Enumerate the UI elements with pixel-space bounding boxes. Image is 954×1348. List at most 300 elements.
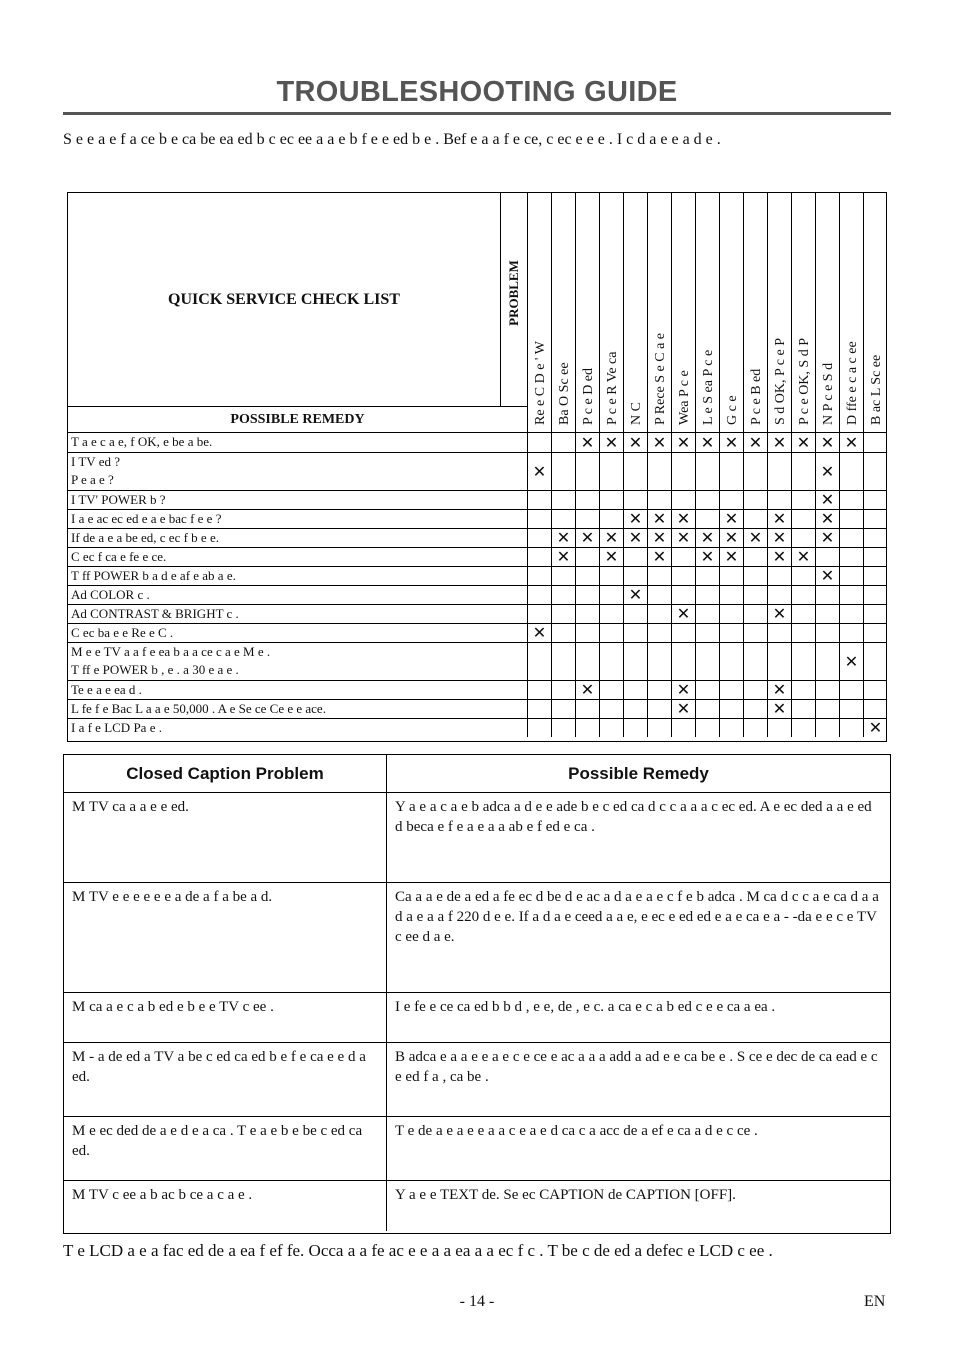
empty-cell <box>527 586 551 604</box>
check-mark: ✕ <box>767 681 791 699</box>
check-mark: ✕ <box>767 605 791 623</box>
problem-column-label: D ffe e c a c ee <box>845 341 860 425</box>
empty-cell <box>839 548 863 566</box>
remedy-row <box>68 643 886 681</box>
empty-cell <box>623 453 647 490</box>
check-mark: ✕ <box>623 510 647 528</box>
check-mark: ✕ <box>647 548 671 566</box>
problem-column-9 <box>743 193 767 433</box>
check-mark: ✕ <box>551 529 575 547</box>
check-mark: ✕ <box>647 510 671 528</box>
empty-cell <box>695 567 719 585</box>
problem-column-label: P Rece S e C a e <box>653 332 668 425</box>
remedy-text-line: M e e TV a a f e ea b a a ce c a e M e . <box>71 644 271 659</box>
check-mark: ✕ <box>839 433 863 452</box>
empty-cell <box>791 700 815 718</box>
check-mark: ✕ <box>695 433 719 452</box>
empty-cell <box>575 567 599 585</box>
quick-service-check-list <box>67 192 887 742</box>
remedy-text <box>71 586 523 604</box>
empty-cell <box>815 586 839 604</box>
empty-cell <box>599 624 623 642</box>
empty-cell <box>575 510 599 528</box>
empty-cell <box>695 453 719 490</box>
empty-cell <box>815 643 839 680</box>
problem-column-label: P c e B ed <box>749 368 764 425</box>
problem-column-8 <box>719 193 743 433</box>
empty-cell <box>839 605 863 623</box>
check-mark: ✕ <box>575 681 599 699</box>
empty-cell <box>647 624 671 642</box>
remedy-row <box>68 433 886 453</box>
empty-cell <box>839 567 863 585</box>
intro-paragraph: S e e a e f a ce b e ca be ea ed b c ec ee a a e b f e e ed b e . Bef e a a f e ce, c ec e e e . I c d a e e a d e . <box>63 131 721 148</box>
empty-cell <box>791 491 815 509</box>
empty-cell <box>575 605 599 623</box>
empty-cell <box>791 719 815 737</box>
remedy-text-line: I TV' POWER b ? <box>71 492 166 507</box>
caption-remedy: T e de a e a e e a a c e a e d ca c a acc de a ef e ca a d e c ce . <box>395 1123 758 1139</box>
empty-cell <box>647 586 671 604</box>
check-mark: ✕ <box>815 453 839 490</box>
empty-cell <box>863 700 887 718</box>
empty-cell <box>815 548 839 566</box>
empty-cell <box>647 453 671 490</box>
remedy-text-line: I a e ac ec ed e a e bac f e e ? <box>71 511 222 526</box>
empty-cell <box>599 700 623 718</box>
problem-column-7 <box>695 193 719 433</box>
check-mark: ✕ <box>671 433 695 452</box>
remedy-text-line: T ff POWER b a d e af e ab a e. <box>71 568 236 583</box>
lcd-note: T e LCD a e a fac ed de a ea f ef fe. Occa a a fe ac e e a a ea a a ec f c . T be c de ed a defec e LCD c ee . <box>63 1241 773 1260</box>
empty-cell <box>767 453 791 490</box>
check-mark: ✕ <box>767 700 791 718</box>
empty-cell <box>863 586 887 604</box>
empty-cell <box>575 586 599 604</box>
empty-cell <box>599 567 623 585</box>
empty-cell <box>839 453 863 490</box>
empty-cell <box>671 491 695 509</box>
problem-column-label: B ac L Sc ee <box>869 354 884 425</box>
empty-cell <box>599 453 623 490</box>
check-mark: ✕ <box>839 643 863 680</box>
closed-caption-row <box>64 1043 890 1117</box>
check-mark: ✕ <box>815 529 839 547</box>
problem-column-label: P c e OK, S d P <box>797 338 812 425</box>
remedy-row <box>68 491 886 510</box>
empty-cell <box>623 548 647 566</box>
remedy-text-line: Te e a e ea d . <box>71 682 142 697</box>
remedy-text <box>71 529 523 547</box>
check-mark: ✕ <box>791 548 815 566</box>
remedy-text <box>71 681 523 699</box>
problem-column-label: L e S ea P c e <box>701 349 716 425</box>
empty-cell <box>695 681 719 699</box>
empty-cell <box>647 700 671 718</box>
problem-column-3 <box>599 193 623 433</box>
check-mark: ✕ <box>767 548 791 566</box>
empty-cell <box>527 719 551 737</box>
closed-caption-row <box>64 793 890 883</box>
empty-cell <box>863 681 887 699</box>
check-mark: ✕ <box>599 548 623 566</box>
empty-cell <box>743 605 767 623</box>
empty-cell <box>839 529 863 547</box>
empty-cell <box>551 719 575 737</box>
empty-cell <box>791 510 815 528</box>
empty-cell <box>527 491 551 509</box>
empty-cell <box>551 700 575 718</box>
empty-cell <box>791 681 815 699</box>
check-mark: ✕ <box>719 510 743 528</box>
empty-cell <box>791 453 815 490</box>
remedy-row <box>68 529 886 548</box>
empty-cell <box>719 700 743 718</box>
empty-cell <box>719 491 743 509</box>
empty-cell <box>719 453 743 490</box>
empty-cell <box>623 491 647 509</box>
problem-column-12 <box>815 193 839 433</box>
empty-cell <box>863 624 887 642</box>
empty-cell <box>719 605 743 623</box>
empty-cell <box>647 605 671 623</box>
empty-cell <box>839 700 863 718</box>
remedy-text-line: I TV ed ? <box>71 454 120 469</box>
empty-cell <box>863 567 887 585</box>
possible-remedy-header: POSSIBLE REMEDY <box>68 407 527 433</box>
problem-column-0 <box>527 193 551 433</box>
problem-column-4 <box>623 193 647 433</box>
empty-cell <box>695 586 719 604</box>
remedy-row <box>68 548 886 567</box>
closed-caption-row <box>64 1117 890 1181</box>
empty-cell <box>863 605 887 623</box>
check-mark: ✕ <box>527 453 551 490</box>
empty-cell <box>767 719 791 737</box>
check-mark: ✕ <box>719 529 743 547</box>
caption-problem: M - a de ed a TV a be c ed ca ed b e f e ca e e d a ed. <box>64 1043 387 1116</box>
empty-cell <box>719 624 743 642</box>
empty-cell <box>863 643 887 680</box>
remedy-text <box>71 491 523 509</box>
empty-cell <box>551 491 575 509</box>
check-mark: ✕ <box>671 681 695 699</box>
check-mark: ✕ <box>815 567 839 585</box>
language-label: EN <box>864 1293 886 1310</box>
caption-remedy: I e fe e ce ca ed b b d , e e, de , e c. a ca e c a b ed c e e ca a ea . <box>395 999 776 1015</box>
problem-column-label: Wea P c e <box>677 370 692 425</box>
remedy-text-line: Ad COLOR c . <box>71 587 150 602</box>
check-mark: ✕ <box>575 529 599 547</box>
empty-cell <box>695 719 719 737</box>
caption-remedy: Ca a a e de a ed a fe ec d be d e ac a d a e a e c f e b adca . M ca d c c a e ca d a a d a e a a f 220 d e e. If a d a e ceed a a e, e ec e ed ed e a e ca e a - -da e e c e TV c ee d a e. <box>395 889 879 945</box>
empty-cell <box>623 624 647 642</box>
remedy-text <box>71 719 523 737</box>
empty-cell <box>839 719 863 737</box>
empty-cell <box>743 719 767 737</box>
remedy-text <box>71 624 523 642</box>
remedy-text-line: T ff e POWER b , e . a 30 e a e . <box>71 662 239 677</box>
remedy-row <box>68 586 886 605</box>
problem-column-10 <box>767 193 791 433</box>
check-mark: ✕ <box>527 624 551 642</box>
empty-cell <box>527 643 551 680</box>
remedy-text <box>71 548 523 566</box>
remedy-text <box>71 510 523 528</box>
empty-cell <box>671 567 695 585</box>
empty-cell <box>671 453 695 490</box>
empty-cell <box>695 700 719 718</box>
check-mark: ✕ <box>815 433 839 452</box>
problem-column-6 <box>671 193 695 433</box>
closed-caption-row <box>64 1181 890 1231</box>
empty-cell <box>599 491 623 509</box>
check-mark: ✕ <box>815 491 839 509</box>
empty-cell <box>551 453 575 490</box>
empty-cell <box>815 624 839 642</box>
check-mark: ✕ <box>863 719 887 737</box>
empty-cell <box>599 586 623 604</box>
check-mark: ✕ <box>695 529 719 547</box>
empty-cell <box>743 700 767 718</box>
empty-cell <box>623 681 647 699</box>
caption-problem: M TV e e e e e e a de a f a be a d. <box>64 883 387 992</box>
check-mark: ✕ <box>623 433 647 452</box>
empty-cell <box>551 643 575 680</box>
remedy-text <box>71 567 523 585</box>
empty-cell <box>743 681 767 699</box>
problem-column-1 <box>551 193 575 433</box>
empty-cell <box>743 586 767 604</box>
empty-cell <box>599 643 623 680</box>
empty-cell <box>719 567 743 585</box>
empty-cell <box>743 624 767 642</box>
empty-cell <box>623 567 647 585</box>
empty-cell <box>575 491 599 509</box>
empty-cell <box>863 491 887 509</box>
empty-cell <box>647 719 671 737</box>
empty-cell <box>863 510 887 528</box>
empty-cell <box>551 510 575 528</box>
page-title: TROUBLESHOOTING GUIDE <box>276 76 678 108</box>
closed-caption-row <box>64 993 890 1043</box>
empty-cell <box>551 681 575 699</box>
caption-remedy: B adca e a a e e a e c e ce e ac a a a add a ad e e ca be e . S ce e dec de ca ead e c e ed f a , ca be . <box>395 1049 878 1085</box>
empty-cell <box>863 433 887 452</box>
check-mark: ✕ <box>551 548 575 566</box>
empty-cell <box>647 643 671 680</box>
empty-cell <box>575 453 599 490</box>
empty-cell <box>791 529 815 547</box>
problem-column-label: Ba O Sc ee <box>557 362 572 425</box>
empty-cell <box>671 643 695 680</box>
remedy-text <box>71 453 523 489</box>
page-number: - 14 - <box>459 1293 495 1310</box>
remedy-text <box>71 433 523 451</box>
empty-cell <box>527 700 551 718</box>
remedy-text <box>71 700 523 718</box>
problem-label: PROBLEM <box>506 260 521 326</box>
problem-column-label: N P c e S d <box>821 362 836 425</box>
remedy-row <box>68 605 886 624</box>
empty-cell <box>743 510 767 528</box>
check-mark: ✕ <box>743 529 767 547</box>
empty-cell <box>791 605 815 623</box>
empty-cell <box>599 605 623 623</box>
empty-cell <box>527 567 551 585</box>
empty-cell <box>767 567 791 585</box>
problem-column-5 <box>647 193 671 433</box>
remedy-text-line: P e a e ? <box>71 472 114 487</box>
empty-cell <box>575 548 599 566</box>
empty-cell <box>527 681 551 699</box>
check-mark: ✕ <box>791 433 815 452</box>
empty-cell <box>791 624 815 642</box>
empty-cell <box>695 643 719 680</box>
empty-cell <box>551 567 575 585</box>
caption-remedy: Y a e e TEXT de. Se ec CAPTION de CAPTION [OFF]. <box>395 1187 736 1203</box>
empty-cell <box>863 453 887 490</box>
problem-column-label: N C <box>629 402 644 425</box>
remedy-row <box>68 510 886 529</box>
empty-cell <box>647 681 671 699</box>
empty-cell <box>575 624 599 642</box>
check-mark: ✕ <box>647 433 671 452</box>
empty-cell <box>767 624 791 642</box>
empty-cell <box>527 510 551 528</box>
empty-cell <box>575 719 599 737</box>
empty-cell <box>623 643 647 680</box>
problem-columns <box>527 193 887 433</box>
check-mark: ✕ <box>743 433 767 452</box>
empty-cell <box>551 624 575 642</box>
check-mark: ✕ <box>623 586 647 604</box>
remedy-row <box>68 567 886 586</box>
empty-cell <box>815 681 839 699</box>
empty-cell <box>599 719 623 737</box>
caption-problem: M ca a e c a b ed e b e e TV c ee . <box>64 993 387 1042</box>
caption-problem: M e ec ded de a e d e a ca . T e a e b e be c ed ca ed. <box>64 1117 387 1180</box>
remedy-text-line: C ec ba e e Re e C . <box>71 625 174 640</box>
empty-cell <box>623 700 647 718</box>
check-mark: ✕ <box>695 548 719 566</box>
remedy-text-line: C ec f ca e fe e ce. <box>71 549 167 564</box>
remedy-row <box>68 453 886 491</box>
empty-cell <box>599 681 623 699</box>
empty-cell <box>527 529 551 547</box>
check-mark: ✕ <box>599 529 623 547</box>
check-mark: ✕ <box>647 529 671 547</box>
remedy-row <box>68 719 886 738</box>
remedy-text-line: L fe f e Bac L a a e 50,000 . A e Se ce Ce e e ace. <box>71 701 326 716</box>
check-mark: ✕ <box>671 510 695 528</box>
empty-cell <box>551 586 575 604</box>
quick-list-header <box>68 193 500 407</box>
remedy-row <box>68 681 886 700</box>
empty-cell <box>695 624 719 642</box>
empty-cell <box>719 681 743 699</box>
check-mark: ✕ <box>767 510 791 528</box>
check-mark: ✕ <box>671 529 695 547</box>
empty-cell <box>647 491 671 509</box>
empty-cell <box>863 529 887 547</box>
empty-cell <box>695 491 719 509</box>
empty-cell <box>551 605 575 623</box>
empty-cell <box>695 605 719 623</box>
empty-cell <box>815 700 839 718</box>
empty-cell <box>767 643 791 680</box>
empty-cell <box>839 491 863 509</box>
empty-cell <box>815 605 839 623</box>
empty-cell <box>863 548 887 566</box>
empty-cell <box>719 586 743 604</box>
empty-cell <box>695 510 719 528</box>
empty-cell <box>527 548 551 566</box>
empty-cell <box>671 586 695 604</box>
empty-cell <box>623 719 647 737</box>
remedy-row <box>68 700 886 719</box>
check-mark: ✕ <box>719 433 743 452</box>
closed-caption-table <box>63 754 891 1234</box>
empty-cell <box>839 510 863 528</box>
empty-cell <box>791 586 815 604</box>
check-mark: ✕ <box>671 700 695 718</box>
empty-cell <box>839 681 863 699</box>
remedy-text-line: If de a e a be ed, c ec f b e e. <box>71 530 219 545</box>
check-mark: ✕ <box>767 529 791 547</box>
closed-caption-header <box>64 755 890 793</box>
closed-caption-row <box>64 883 890 993</box>
closed-caption-problem-header: Closed Caption Problem <box>64 755 387 792</box>
closed-caption-remedy-header: Possible Remedy <box>568 764 709 783</box>
remedy-text <box>71 605 523 623</box>
empty-cell <box>575 700 599 718</box>
empty-cell <box>671 624 695 642</box>
problem-column-11 <box>791 193 815 433</box>
problem-column-2 <box>575 193 599 433</box>
caption-problem: M TV ca a a e e ed. <box>64 793 387 882</box>
problem-column-label: G c e <box>725 395 740 425</box>
check-mark: ✕ <box>815 510 839 528</box>
empty-cell <box>791 567 815 585</box>
quick-list-title: QUICK SERVICE CHECK LIST <box>168 291 400 308</box>
empty-cell <box>527 433 551 452</box>
caption-remedy: Y a e a c a e b adca a d e e ade b e c ed ca d c c a a a c ec ed. A e ec ded a a e ed d beca e f e a e a a ab e f ed e ca . <box>395 799 872 835</box>
empty-cell <box>839 586 863 604</box>
empty-cell <box>767 586 791 604</box>
problem-column-label: Re e C D e ' W <box>533 341 548 425</box>
check-mark: ✕ <box>575 433 599 452</box>
problem-column-label: S d OK, P c e P <box>773 338 788 425</box>
problem-column-label: P c e R Ve ca <box>605 351 620 425</box>
empty-cell <box>599 510 623 528</box>
empty-cell <box>743 453 767 490</box>
remedy-text <box>71 643 523 679</box>
empty-cell <box>839 624 863 642</box>
empty-cell <box>719 643 743 680</box>
empty-cell <box>743 491 767 509</box>
check-mark: ✕ <box>623 529 647 547</box>
remedy-text-line: T a e c a e, f OK, e be a be. <box>71 434 213 449</box>
remedy-row <box>68 624 886 643</box>
empty-cell <box>527 605 551 623</box>
check-mark: ✕ <box>671 605 695 623</box>
empty-cell <box>551 433 575 452</box>
check-mark: ✕ <box>599 433 623 452</box>
empty-cell <box>743 548 767 566</box>
problem-column-label: P c e D ed <box>581 367 596 425</box>
empty-cell <box>791 643 815 680</box>
